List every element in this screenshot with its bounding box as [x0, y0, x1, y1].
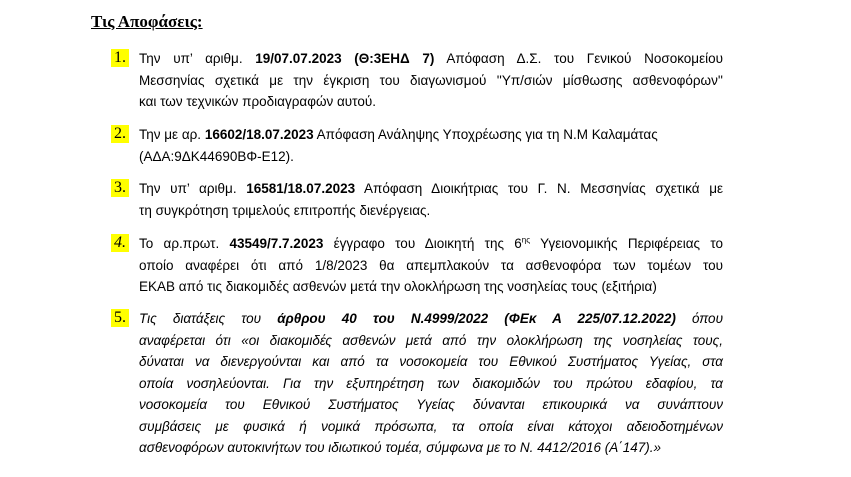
item-number: 3. — [111, 179, 129, 197]
law-reference: άρθρου 40 του Ν.4999/2022 (ΦΕκ Α 225/07.12.2022) — [277, 311, 676, 326]
text-line: ΕΚΑΒ από τις διακομιδές ασθενών μετά την ολοκλήρωση της νοσηλείας τους (εξιτήρια) — [139, 279, 657, 294]
item-text — [139, 233, 723, 298]
text-line: Την υπ’ αριθμ. 16581/18.07.2023 Απόφαση Διοικήτριας του Γ. Ν. Μεσσηνίας σχετικά με — [139, 181, 723, 196]
reference-number: 16602/18.07.2023 — [204, 127, 314, 142]
item-text — [139, 178, 723, 221]
item-number: 5. — [111, 309, 129, 327]
decision-item-5 — [111, 308, 723, 459]
item-text — [139, 308, 723, 459]
item-number: 4. — [111, 234, 129, 252]
item-number: 1. — [111, 49, 129, 67]
ordinal-suffix: ης — [521, 235, 531, 245]
text-line: δύναται να διενεργούνται και από τα νοσοκομεία του Εθνικού Συστήματος Υγείας, στα — [139, 354, 723, 369]
reference-number: 43549/7.7.2023 — [229, 236, 324, 251]
text-line: οποία νοσηλεύονται. Για την εξυπηρέτηση των διακομιδών του πρώτου εδαφίου, τα — [139, 375, 723, 391]
section-heading: Τις Αποφάσεις: — [91, 12, 203, 31]
decision-item-4 — [111, 233, 723, 298]
text-line: νοσοκομεία του Εθνικού Συστήματος Υγείας δύνανται επικουρικά να συνάπτουν — [139, 397, 723, 412]
text-line: Μεσσηνίας σχετικά με την έγκριση του διαγωνισμού ''Υπ/σιών μίσθωσης ασθενοφόρων'' — [139, 72, 723, 88]
text-line: Το αρ.πρωτ. 43549/7.7.2023 έγγραφο του Διοικητή της $6^{\eta\varsigma}$ Υγειονομικής Περιφέρειας το — [139, 235, 723, 251]
decision-item-1 — [111, 48, 723, 113]
reference-number: 19/07.07.2023 (Θ:3ΕΗΔ 7) — [255, 51, 435, 66]
decision-item-3 — [111, 178, 723, 221]
decision-item-2 — [111, 124, 723, 167]
item-text — [139, 48, 723, 113]
text-line: οποίο αναφέρει ότι από 1/8/2023 θα απεμπλακούν τα ασθενοφόρα των τομέων του — [139, 257, 723, 273]
item-number: 2. — [111, 125, 129, 143]
text-line: αναφέρεται ότι «οι διακομιδές ασθενών μετά από την ολοκλήρωση της νοσηλείας τους, — [139, 332, 723, 348]
text-line: συμβάσεις με φυσικά ή νομικά πρόσωπα, τα οποία είναι κάτοχοι αδειοδοτημένων — [139, 418, 723, 434]
text-line: (ΑΔΑ:9ΔΚ44690ΒΦ-Ε12). — [139, 148, 294, 164]
text-line: ασθενοφόρων αυτοκινήτων του ιδιωτικού τομέα, σύμφωνα με το Ν. 4412/2016 (Α΄147).» — [139, 440, 662, 455]
text-line: Τις διατάξεις του άρθρου 40 του Ν.4999/2022 (ΦΕκ Α 225/07.12.2022) όπου — [139, 311, 723, 326]
text-line: Την υπ’ αριθμ. 19/07.07.2023 (Θ:3ΕΗΔ 7) Απόφαση Δ.Σ. του Γενικού Νοσοκομείου — [139, 51, 723, 66]
text-line: τη συγκρότηση τριμελούς επιτροπής διενέργειας. — [139, 202, 431, 218]
reference-number: 16581/18.07.2023 — [246, 181, 356, 196]
text-line: και των τεχνικών προδιαγραφών αυτού. — [139, 94, 376, 109]
item-text — [139, 124, 723, 167]
text-line: Την με αρ. 16602/18.07.2023 Απόφαση Ανάληψης Υποχρέωσης για τη Ν.Μ Καλαμάτας — [139, 127, 658, 142]
